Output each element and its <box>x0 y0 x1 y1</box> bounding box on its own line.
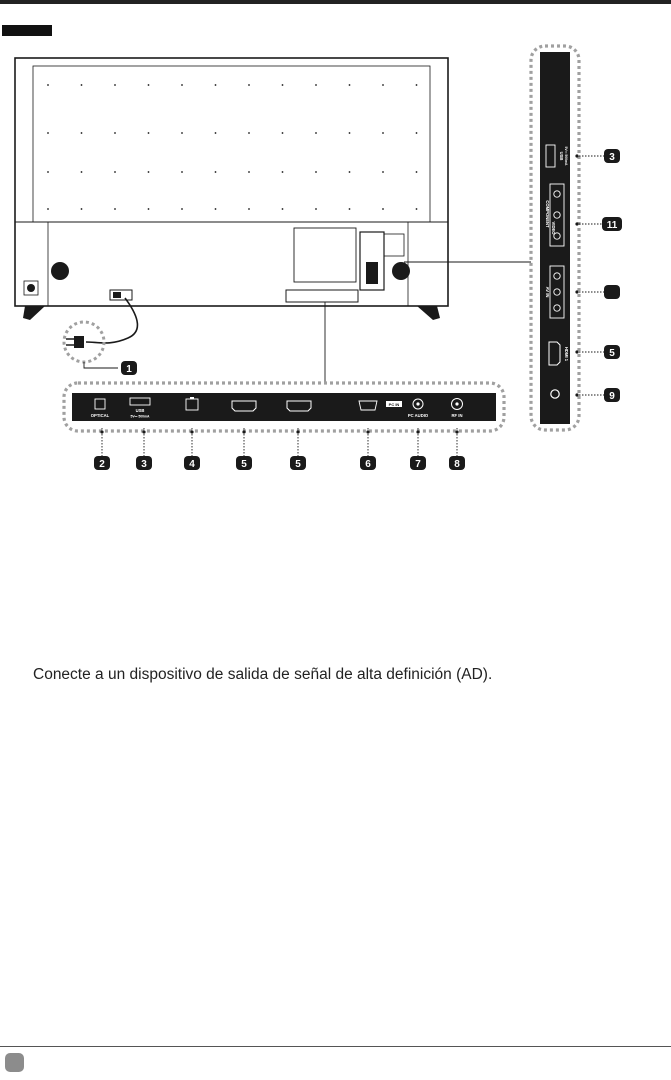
screw-dot <box>47 132 49 134</box>
hdmi-label-side: HDMI 1 <box>564 346 569 362</box>
callout-hdmi-b <box>290 456 306 470</box>
screw-dot <box>382 84 384 86</box>
screw-dot <box>215 208 217 210</box>
screw-dot <box>81 208 83 210</box>
usb-label-bottom: USB <box>135 408 145 413</box>
screw-dot <box>181 208 183 210</box>
screw-dot <box>81 171 83 173</box>
screw-dot <box>416 84 418 86</box>
screw-dot <box>315 84 317 86</box>
screw-dot <box>47 84 49 86</box>
video-label: VIDEO <box>551 221 556 235</box>
optical-label: OPTICAL <box>90 413 110 418</box>
screw-dot <box>248 208 250 210</box>
callout-hdmi-a <box>236 456 252 470</box>
screw-dot <box>382 208 384 210</box>
screw-dot <box>315 132 317 134</box>
screw-dot <box>416 208 418 210</box>
pc-audio-label: PC AUDIO <box>407 413 429 418</box>
svg-text:8: 8 <box>454 459 460 470</box>
screw-dot <box>47 208 49 210</box>
screw-dot <box>81 132 83 134</box>
screw-dot <box>114 132 116 134</box>
screw-dot <box>148 171 150 173</box>
pc-in-label: PC IN <box>388 401 400 407</box>
svg-text:4: 4 <box>189 459 195 470</box>
tv-back <box>15 58 531 383</box>
svg-text:9: 9 <box>609 391 615 402</box>
screw-dot <box>215 84 217 86</box>
svg-text:5: 5 <box>241 459 247 470</box>
callout-hdmi-side <box>604 345 620 359</box>
screw-dot <box>181 84 183 86</box>
screw-dot <box>282 84 284 86</box>
screw-dot <box>248 84 250 86</box>
screw-dot <box>416 171 418 173</box>
screw-dot <box>282 208 284 210</box>
wall-mount-hole-left <box>51 262 69 280</box>
rf-in-label: RF IN <box>451 413 463 418</box>
hdmi-caption: Conecte a un dispositivo de salida de señal de alta definición (AD). <box>33 666 493 683</box>
screw-dot <box>181 132 183 134</box>
callout-optical <box>94 456 110 470</box>
side-connector-panel <box>531 46 604 430</box>
screw-dot <box>248 132 250 134</box>
usb-sub-label-bottom: 5V⎓ 500mA <box>130 414 150 419</box>
screw-dot <box>181 171 183 173</box>
svg-text:6: 6 <box>365 459 371 470</box>
stand-foot-left <box>23 306 45 320</box>
screw-dot <box>382 171 384 173</box>
screw-dot <box>148 208 150 210</box>
bottom-connector-panel <box>64 383 504 456</box>
screw-dot <box>148 132 150 134</box>
screw-dot <box>349 132 351 134</box>
wall-mount-hole-right <box>392 262 410 280</box>
svg-text:2: 2 <box>99 459 105 470</box>
screw-dot <box>282 171 284 173</box>
screw-dot <box>148 84 150 86</box>
svg-text:7: 7 <box>415 459 421 470</box>
screw-dot <box>215 132 217 134</box>
screw-dot <box>382 132 384 134</box>
screw-dot <box>282 132 284 134</box>
screw-dot <box>81 84 83 86</box>
callout-pc-in <box>360 456 376 470</box>
component-label: COMPONENT <box>545 200 550 228</box>
screw-dot <box>114 84 116 86</box>
callout-power <box>121 361 137 375</box>
callout-pc-audio <box>410 456 426 470</box>
svg-text:5: 5 <box>295 459 301 470</box>
screw-dot <box>215 171 217 173</box>
callout-headphone <box>604 388 620 402</box>
footer-rule <box>0 1046 671 1047</box>
page-number-chip <box>5 1053 24 1072</box>
svg-text:3: 3 <box>609 152 615 163</box>
svg-text:11: 11 <box>606 220 618 231</box>
callout-usb-side <box>604 149 620 163</box>
stand-foot-right <box>417 306 440 320</box>
av-in-label: AV IN <box>545 286 550 298</box>
svg-text:1: 1 <box>126 364 132 375</box>
screw-dot <box>248 171 250 173</box>
screw-dot <box>416 132 418 134</box>
screw-dot <box>47 171 49 173</box>
svg-text:5: 5 <box>609 348 615 359</box>
screw-dot <box>349 84 351 86</box>
callout-av-in <box>604 285 620 299</box>
screw-dot <box>349 208 351 210</box>
screw-dot <box>315 171 317 173</box>
callout-component <box>602 217 622 231</box>
callout-usb-bottom <box>136 456 152 470</box>
usb-sub-label-side: 5V⎓ 500mA <box>564 146 568 166</box>
svg-text:3: 3 <box>141 459 147 470</box>
screw-dot <box>349 171 351 173</box>
callout-rf-in <box>449 456 465 470</box>
power-cord <box>64 298 137 368</box>
screw-dot <box>315 208 317 210</box>
usb-label-side: USB <box>559 151 564 161</box>
callout-lan <box>184 456 200 470</box>
screw-dot <box>114 171 116 173</box>
screw-dot <box>114 208 116 210</box>
